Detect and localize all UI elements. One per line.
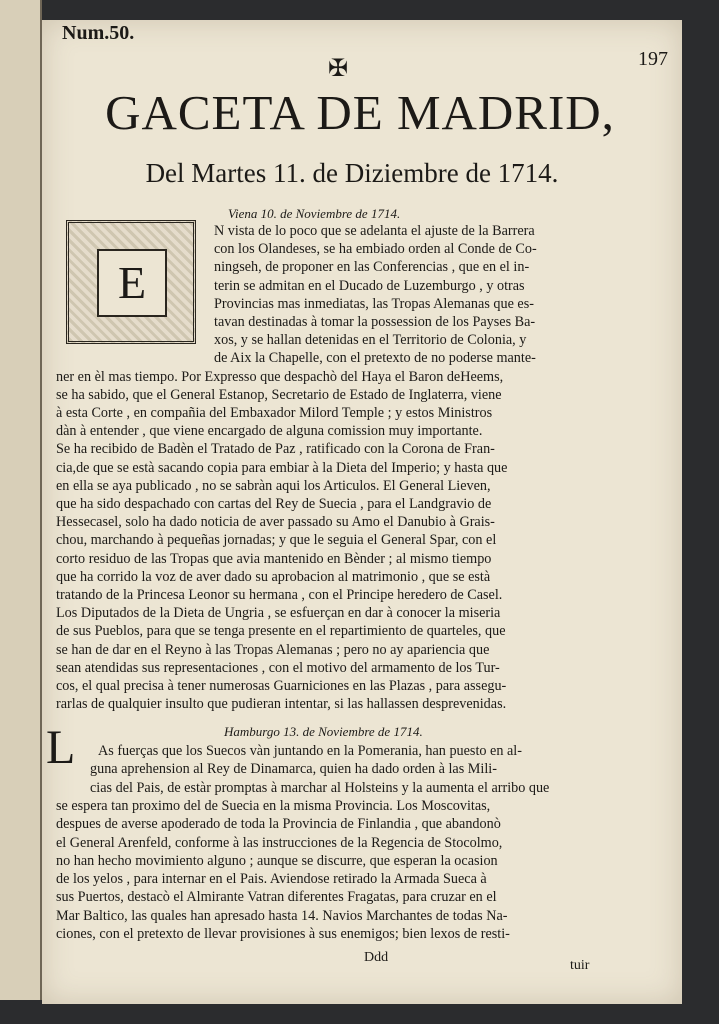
cross-ornament-icon: ✠ <box>328 54 349 82</box>
text-line: tavan destinadas à tomar la possession de los Payses Ba- <box>214 314 536 330</box>
initial-letter-l: L <box>46 721 76 774</box>
text-line: N vista de lo poco que se adelanta el ajuste de la Barrera <box>214 223 535 239</box>
text-line: As fuerças que los Suecos vàn juntando en la Pomerania, han puesto en al- <box>98 743 522 759</box>
text-line: se han de dar en el Reyno à las Tropas Alemanas ; pero no ay apariencia que <box>56 641 490 658</box>
text-line: rarlas de qualquier insulto que pudieran intentar, si las hallassen desprevenidas. <box>56 696 507 713</box>
text-line: Provincias mas inmediatas, las Tropas Alemanas que es- <box>214 295 534 312</box>
text-line: ningseh, de proponer en las Conferencias , que en el in- <box>214 259 530 276</box>
text-line: que ha sido despachado con cartas del Rey de Suecia , para el Landgravio de <box>56 496 492 512</box>
text-line: se ha sabido, que el General Estanop, Secretario de Estado de Inglaterra, viene <box>56 386 502 403</box>
text-line: guna aprehension al Rey de Dinamarca, quien ha dado orden à las Mili- <box>90 761 497 778</box>
initial-letter: E <box>97 249 167 317</box>
text-line: sus Puertos, destacò el Almirante Vatran diferentes Fragatas, para cruzar en el <box>56 889 497 906</box>
newspaper-page <box>42 20 682 1004</box>
text-line: ciones, con el pretexto de llevar provisiones à sus enemigos; bien lexos de resti- <box>56 926 510 942</box>
text-line: dàn à entender , que viene encargado de alguna comission muy importante. <box>56 423 483 440</box>
text-line: cias del Pais, de estàr promptas à marchar al Holsteins y la aumenta el arribo que <box>90 779 550 796</box>
issue-number: Num.50. <box>62 22 135 44</box>
catchword: tuir <box>570 958 590 973</box>
text-line: Se ha recibido de Badèn el Tratado de Paz , ratificado con la Corona de Fran- <box>56 441 495 458</box>
text-line: à esta Corte , en compañia del Embaxador Milord Temple ; y estos Ministros <box>56 405 493 421</box>
text-line: que ha corrido la voz de aver dado su aprobacion al matrimonio , que se està <box>56 568 491 585</box>
article-dateline-hamburg: Hamburgo 13. de Noviembre de 1714. <box>224 724 423 739</box>
masthead-title: GACETA DE MADRID, <box>105 85 615 140</box>
text-line: cia,de que se està sacando copia para embiar à la Dieta del Imperio; y hasta que <box>56 459 508 476</box>
text-line: de Aix la Chapelle, con el pretexto de no poderse mante- <box>214 350 536 367</box>
text-line: xos, y se hallan detenidas en el Territorio de Colonia, y <box>214 332 527 349</box>
text-line: chou, marchando à pequeñas jornadas; y que le seguia el General Spar, con el <box>56 532 497 549</box>
text-line: con los Olandeses, se ha embiado orden al Conde de Co- <box>214 241 537 258</box>
text-line: cos, el qual precisa à tener numerosas Guarniciones en las Plazas , para assegu- <box>56 678 507 694</box>
text-line: corto residuo de las Tropas que avia mantenido en Bènder ; al mismo tiempo <box>56 550 492 567</box>
text-line: ner en èl mas tiempo. Por Expresso que despachò del Haya el Baron deHeems, <box>56 368 504 385</box>
article-dateline-vienna: Viena 10. de Noviembre de 1714. <box>228 206 401 221</box>
signature-mark: Ddd <box>364 950 389 965</box>
text-line: el General Arenfeld, conforme à las instrucciones de la Regencia de Stocolmo, <box>56 834 503 851</box>
text-line: terin se admitan en el Ducado de Luzemburgo , y otras <box>214 277 525 294</box>
page-number: 197 <box>638 48 668 70</box>
text-line: Los Diputados de la Dieta de Ungria , se esfuerçan en dar à conocer la miseria <box>56 605 501 622</box>
text-line: no han hecho movimiento alguno ; aunque se discurre, que esperan la ocasion <box>56 852 498 869</box>
decorated-initial <box>66 220 196 344</box>
text-line: se espera tan proximo del de Suecia en la misma Provincia. Los Moscovitas, <box>56 797 491 814</box>
text-line: de los yelos , para internar en el Pais. Aviendose retirado la Armada Sueca à <box>56 871 487 888</box>
text-line: sean atendidas sus representaciones , con el motivo del armamento de los Tur- <box>56 659 500 676</box>
text-line: tratando de la Princesa Leonor su hermana , con el Principe heredero de Casel. <box>56 587 503 603</box>
text-line: despues de averse apoderado de toda la Provincia de Finlandia , que abandonò <box>56 816 501 833</box>
text-line: Hessecasel, solo ha dado noticia de aver passado su Amo el Danubio à Grais- <box>56 514 495 531</box>
text-line: Mar Baltico, las quales han apresado hasta 14. Navios Marchantes de todas Na- <box>56 907 508 924</box>
issue-date: Del Martes 11. de Diziembre de 1714. <box>145 158 559 188</box>
text-line: en ella se aya publicado , no se sabràn aqui los Articulos. El General Lieven, <box>56 477 491 494</box>
text-line: de sus Pueblos, para que se tenga presente en el repartimiento de quarteles, que <box>56 623 506 640</box>
facing-page-edge <box>0 0 42 1000</box>
